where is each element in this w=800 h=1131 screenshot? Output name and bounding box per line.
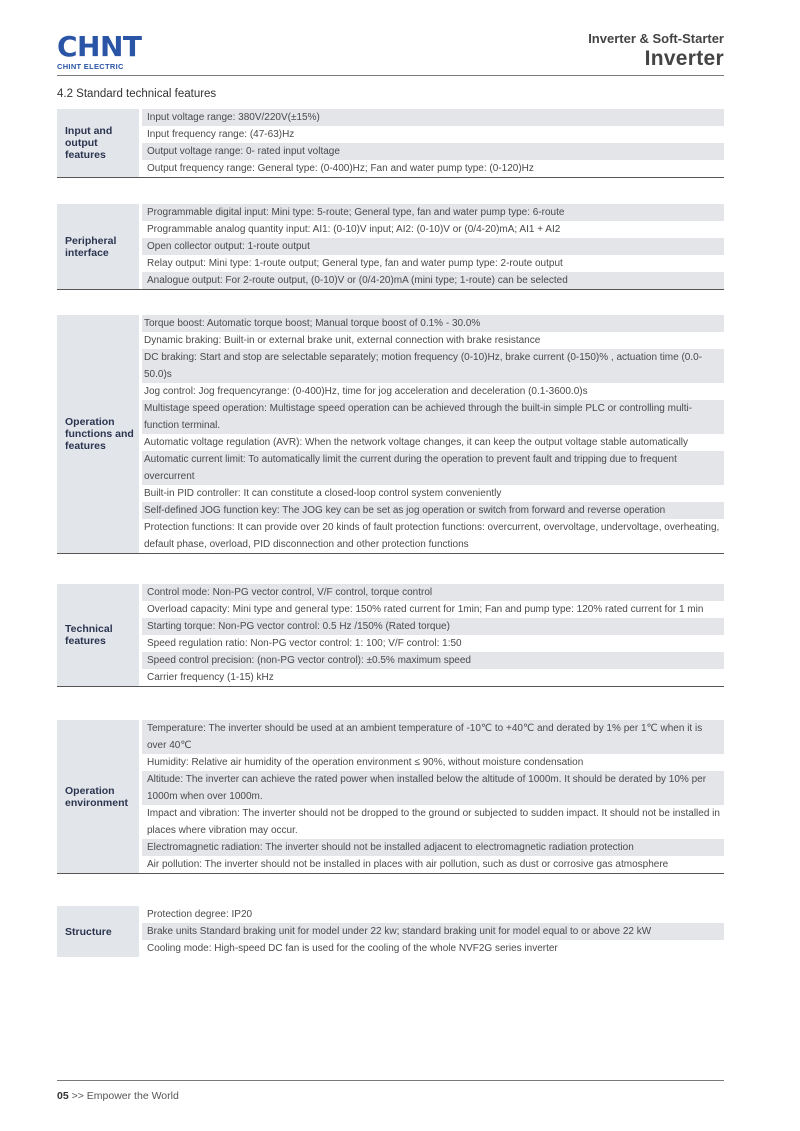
spec-block-operation-functions — [57, 315, 724, 554]
spec-category — [57, 720, 139, 873]
spec-category — [57, 109, 139, 177]
spec-row: Multistage speed operation: Multistage speed operation can be achieved through the built-in simple PLC or controlling multi-function terminal. — [142, 400, 724, 434]
spec-category-label: Structure — [65, 925, 112, 938]
spec-row: Open collector output: 1-route output — [142, 238, 724, 255]
spec-row: Output voltage range: 0- rated input voltage — [142, 143, 724, 160]
spec-block-input-output — [57, 109, 724, 178]
spec-row: Protection functions: It can provide over 20 kinds of fault protection functions: overcurrent, overvoltage, undervoltage, overheating, default phase, overload, PID disconnection and other protection functions — [144, 522, 720, 550]
spec-row: Programmable digital input: Mini type: 5-route; General type, fan and water pump type: 6-route — [142, 204, 724, 221]
spec-row: Brake units Standard braking unit for model under 22 kw; standard braking unit for model equal to or above 22 kW — [142, 923, 724, 940]
spec-category-label: Input and output features — [65, 125, 113, 161]
spec-row: DC braking: Start and stop are selectable separately; motion frequency (0-10)Hz, brake current (0-150)% , actuation time (0.0-50.0)s — [142, 349, 724, 383]
spec-row: Torque boost: Automatic torque boost; Manual torque boost of 0.1% - 30.0% — [142, 315, 724, 332]
header-title: Inverter — [644, 47, 724, 70]
spec-row: Input voltage range: 380V/220V(±15%) — [142, 109, 724, 126]
header-category: Inverter & Soft-Starter — [588, 31, 724, 46]
spec-row: Analogue output: For 2-route output, (0-10)V or (0/4-20)mA (mini type; 1-route) can be selected — [142, 272, 724, 289]
spec-row: Starting torque: Non-PG vector control: 0.5 Hz /150% (Rated torque) — [142, 618, 724, 635]
header-divider — [57, 75, 724, 76]
page-header — [588, 31, 724, 71]
spec-row: Altitude: The inverter can achieve the rated power when installed below the altitude of 1000m. It should be derated by 10% per 1000m when over 1000m. — [142, 771, 724, 805]
spec-category-label: Operation functions and features — [65, 416, 134, 452]
spec-category — [57, 584, 139, 686]
spec-row: Protection degree: IP20 — [147, 909, 253, 920]
spec-row: Cooling mode: High-speed DC fan is used for the cooling of the whole NVF2G series inverter — [147, 943, 558, 954]
spec-row: Automatic current limit: To automatically limit the current during the operation to prevent fault and tripping due to frequent overcurrent — [142, 451, 724, 485]
spec-block-peripheral-interface — [57, 204, 724, 290]
spec-row: Humidity: Relative air humidity of the operation environment ≤ 90%, without moisture condensation — [147, 757, 584, 768]
spec-row: Automatic voltage regulation (AVR): When the network voltage changes, it can keep the output voltage stable automatically — [144, 437, 689, 448]
page-footer — [57, 1090, 179, 1102]
spec-row: Input frequency range: (47-63)Hz — [147, 129, 295, 140]
spec-category-label: Operation environment — [65, 784, 129, 809]
spec-row: Control mode: Non-PG vector control, V/F control, torque control — [142, 584, 724, 601]
spec-row: Carrier frequency (1-15) kHz — [147, 672, 274, 683]
spec-row: Programmable analog quantity input: AI1: (0-10)V input; AI2: (0-10)V or (0/4-20)mA; AI1 + AI2 — [147, 224, 561, 235]
spec-block-structure — [57, 906, 724, 957]
section-title: 4.2 Standard technical features — [57, 88, 217, 100]
spec-row: Temperature: The inverter should be used at an ambient temperature of -10℃ to +40℃ and derated by 1% per 1℃ when it is over 40℃ — [142, 720, 724, 754]
spec-row: Relay output: Mini type: 1-route output; General type, fan and water pump type: 2-route output — [147, 258, 563, 269]
spec-category — [57, 906, 139, 957]
spec-category — [57, 315, 139, 553]
spec-row: Built-in PID controller: It can constitute a closed-loop control system conveniently — [144, 488, 502, 499]
spec-category — [57, 204, 139, 289]
spec-row: Dynamic braking: Built-in or external brake unit, external connection with brake resistance — [144, 335, 541, 346]
footer-slogan: >> Empower the World — [71, 1090, 179, 1102]
spec-block-technical-features — [57, 584, 724, 687]
chint-logo — [57, 30, 157, 71]
spec-row: Overload capacity: Mini type and general type: 150% rated current for 1min; Fan and pump type: 120% rated current for 1 min — [147, 604, 704, 615]
logo-wordmark: CHNT — [57, 30, 142, 63]
spec-row: Air pollution: The inverter should not be installed in places with air pollution, such as dust or corrosive gas atmosphere — [147, 859, 669, 870]
spec-row: Jog control: Jog frequencyrange: (0-400)Hz, time for jog acceleration and deceleration (0.1-3600.0)s — [144, 386, 588, 397]
spec-row: Electromagnetic radiation: The inverter should not be installed adjacent to electromagnetic radiation protection — [142, 839, 724, 856]
logo-subtitle: CHINT ELECTRIC — [57, 62, 124, 71]
spec-row: Output frequency range: General type: (0-400)Hz; Fan and water pump type: (0-120)Hz — [147, 163, 534, 174]
spec-row: Self-defined JOG function key: The JOG key can be set as jog operation or switch from forward and reverse operation — [142, 502, 724, 519]
spec-block-operation-environment — [57, 720, 724, 874]
page-number: 05 — [57, 1090, 69, 1102]
footer-divider — [57, 1080, 724, 1081]
spec-category-label: Technical features — [65, 623, 113, 647]
spec-row: Speed regulation ratio: Non-PG vector control: 1: 100; V/F control: 1:50 — [147, 638, 462, 649]
spec-row: Speed control precision: (non-PG vector control): ±0.5% maximum speed — [142, 652, 724, 669]
spec-row: Impact and vibration: The inverter should not be dropped to the ground or subjected to sudden impact. It should not be installed in places where vibration may occur. — [147, 808, 720, 836]
spec-category-label: Peripheral interface — [65, 234, 117, 259]
